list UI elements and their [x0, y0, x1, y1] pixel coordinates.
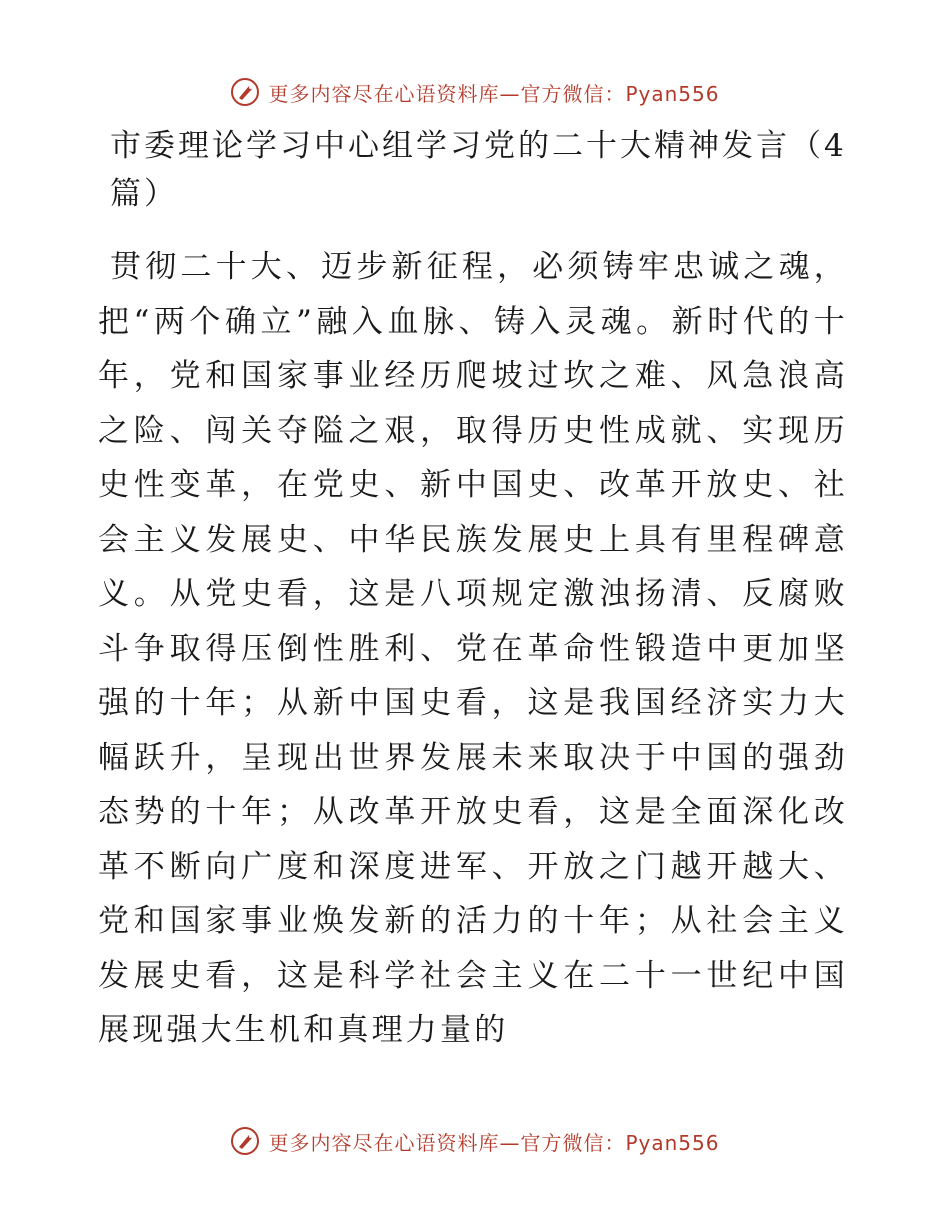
- header-watermark: [0, 72, 950, 112]
- pen-nib-logo-icon: [230, 77, 260, 107]
- body-paragraph: 贯彻二十大、迈步新征程，必须铸牢忠诚之魂，把“两个确立”融入血脉、铸入灵魂。新时代的十年，党和国家事业经历爬坡过坎之难、风急浪高之险、闯关夺隘之艰，取得历史性成就、实现历史性变革，在党史、新中国史、改革开放史、社会主义发展史、中华民族发展史上具有里程碑意义。从党史看，这是八项规定激浊扬清、反腐败斗争取得压倒性胜利、党在革命性锻造中更加坚强的十年；从新中国史看，这是我国经济实力大幅跃升，呈现出世界发展未来取决于中国的强劲态势的十年；从改革开放史看，这是全面深化改革不断向广度和深度进军、开放之门越开越大、党和国家事业焕发新的活力的十年；从社会主义发展史看，这是科学社会主义在二十一世纪中国展现强大生机和真理力量的: [98, 249, 848, 1048]
- page-title: 市委理论学习中心组学习党的二十大精神发言（4篇）: [110, 128, 847, 212]
- footer-watermark: [0, 1121, 950, 1161]
- document-body: [98, 122, 848, 1058]
- watermark-text: 更多内容尽在心语资料库—官方微信：Pyan556: [268, 81, 720, 106]
- pen-nib-logo-icon: [230, 1126, 260, 1156]
- watermark-text: 更多内容尽在心语资料库—官方微信：Pyan556: [268, 1130, 720, 1155]
